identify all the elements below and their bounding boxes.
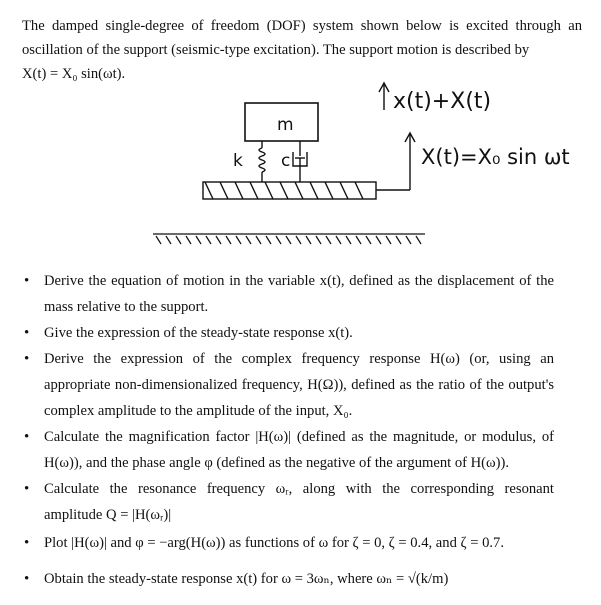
- intro-paragraph: [22, 14, 582, 86]
- support-motion-formula: X(t) = X₀ sin(ωt).: [22, 66, 126, 82]
- bullet-icon: •: [24, 571, 30, 587]
- sdof-system-figure: [0, 78, 601, 258]
- bullet-icon: •: [24, 351, 30, 367]
- support-base: [203, 182, 376, 199]
- spring-label: k: [233, 151, 243, 171]
- damper-label: c: [281, 151, 291, 171]
- task-text: Derive the expression of the complex frequency response H(ω) (or, using an appropriate non-dimensionalized frequency, H(Ω)), defined as the ratio of the output's complex amplitude to the amplitude of the input, X₀.: [44, 351, 554, 419]
- bullet-icon: •: [24, 481, 30, 497]
- bullet-icon: •: [24, 535, 30, 551]
- bullet-icon: •: [24, 273, 30, 289]
- spring-element: [259, 141, 265, 182]
- bullet-icon: •: [24, 429, 30, 445]
- task-text: Plot |H(ω)| and φ = −arg(H(ω)) as functions of ω for ζ = 0, ζ = 0.4, and ζ = 0.7.: [44, 535, 504, 551]
- task-text: Derive the equation of motion in the variable x(t), defined as the displacement of the mass relative to the support.: [44, 273, 554, 315]
- task-text: Calculate the magnification factor |H(ω)| (defined as the magnitude, or modulus, of H(ω)), and the phase angle φ (defined as the negative of the argument of H(ω)).: [44, 429, 554, 471]
- bullet-icon: •: [24, 325, 30, 341]
- mass-displacement-arrow: [379, 83, 389, 110]
- support-displacement-arrow: [376, 133, 415, 190]
- ground-hatch: [153, 234, 425, 244]
- intro-text: The damped single-degree of freedom (DOF) system shown below is excited through an oscillation of the support (seismic-type excitation). The support motion is described by: [22, 18, 582, 58]
- damper-element: [293, 141, 307, 182]
- support-arrow-label: X(t)=X₀ sin ωt: [421, 145, 570, 169]
- task-text: Give the expression of the steady-state response x(t).: [44, 325, 353, 341]
- task-text: Obtain the steady-state response x(t) for ω = 3ωₙ, where ωₙ = √(k/m): [44, 571, 449, 587]
- mass-arrow-label: x(t)+X(t): [393, 89, 492, 114]
- mass-label: m: [277, 115, 294, 135]
- task-text: Calculate the resonance frequency ωᵣ, along with the corresponding resonant amplitude Q = |H(ωᵣ)|: [44, 481, 554, 523]
